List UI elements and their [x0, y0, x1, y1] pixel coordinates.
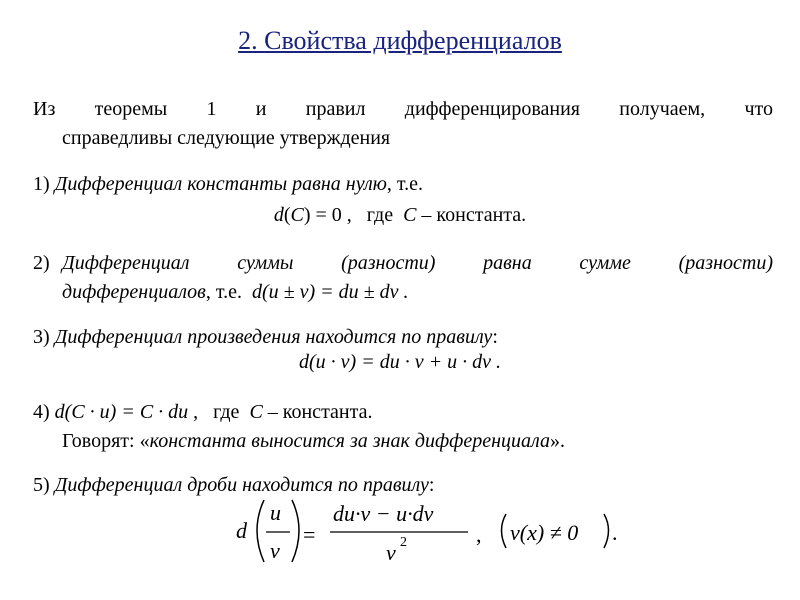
item-1-formula: d(C) = 0 , где C – константа.	[273, 204, 527, 226]
condition-left-paren	[502, 514, 507, 548]
left-paren	[257, 500, 264, 562]
item-3-formula: d(u · v) = du · v + u · dv .	[299, 351, 501, 373]
item-5: 5) Дифференциал дроби находится по правилу:	[33, 474, 435, 496]
item-2-line-2: дифференциалов, т.е. d(u ± v) = du ± dv .	[62, 281, 409, 303]
condition-right-paren	[604, 514, 609, 548]
formula-denominator: v	[386, 540, 396, 565]
intro-line-2: справедливы следующие утверждения	[62, 127, 391, 149]
item-3-statement: Дифференциал произведения находится по правилу	[54, 326, 493, 348]
formula-v: v	[270, 538, 280, 563]
item-2-formula: d(u ± v) = du ± dv .	[251, 281, 409, 303]
formula-comma: ,	[476, 522, 482, 547]
formula-eq: =	[303, 522, 316, 547]
right-paren	[292, 500, 299, 562]
item-2-number: 2)	[33, 252, 50, 274]
formula-d: d	[236, 518, 247, 543]
item-1-number: 1)	[33, 173, 50, 195]
formula-condition: v(x) ≠ 0	[510, 520, 579, 545]
formula-exponent: 2	[400, 535, 407, 550]
intro-line-1: Из теоремы 1 и правил дифференцирования получаем, что	[33, 98, 773, 120]
formula-u: u	[270, 500, 281, 525]
formula-numerator: du·v − u·dv	[333, 501, 434, 526]
item-1-rest: , т.е.	[386, 173, 423, 195]
item-4-formula: d(C · u) = C · du	[54, 401, 189, 423]
item-4-line-2: Говорят: «константа выносится за знак дифференциала».	[62, 430, 565, 452]
page-title: 2. Свойства дифференциалов	[238, 26, 562, 55]
item-1-statement: Дифференциал константы равна нулю	[54, 173, 387, 195]
item-2-line-1: Дифференциал суммы (разности) равна сумме (разности)	[62, 252, 773, 274]
item-3: 3) Дифференциал произведения находится по правилу:	[33, 326, 498, 348]
item-5-statement: Дифференциал дроби находится по правилу	[54, 474, 429, 496]
formula-period: .	[612, 520, 618, 545]
item-4-line-1: 4) d(C · u) = C · du , где C – константа.	[33, 401, 373, 423]
